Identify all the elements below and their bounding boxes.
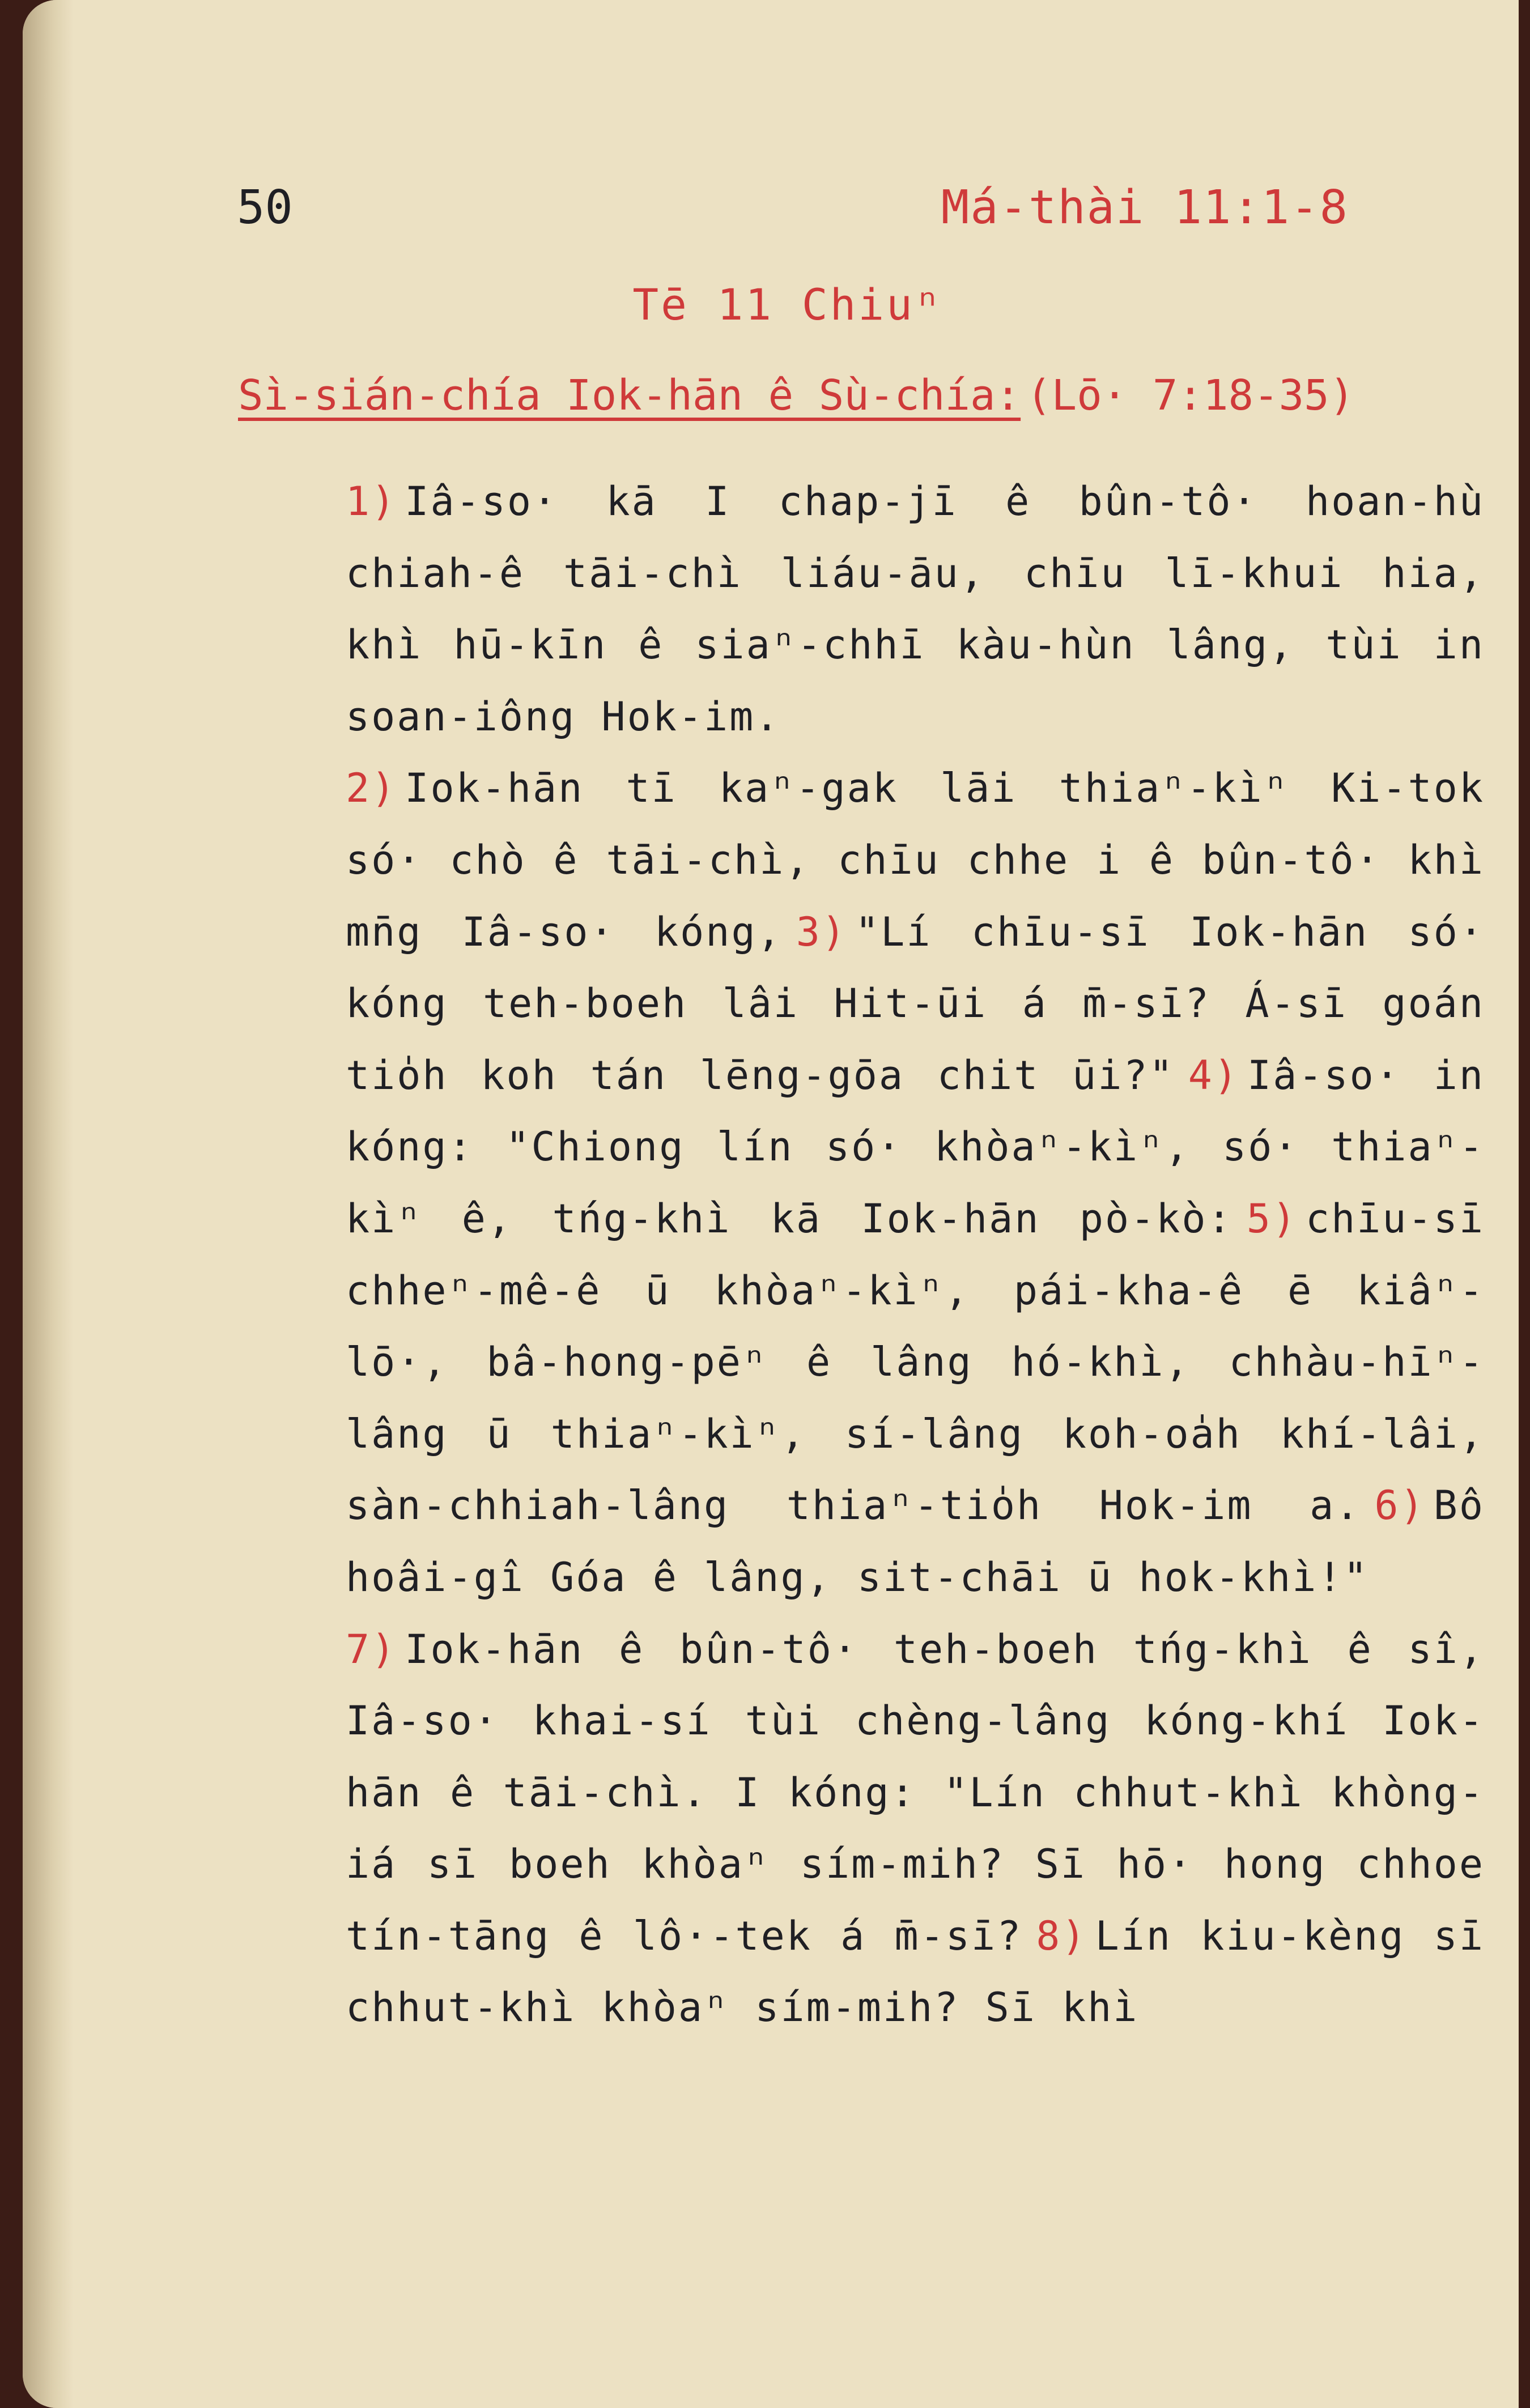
verse-number: 8) — [1036, 1912, 1087, 1959]
scripture-text — [232, 466, 1485, 2044]
chapter-heading: Tē 11 Chiuⁿ — [632, 279, 943, 330]
page-gutter-shadow — [23, 0, 74, 2408]
section-heading — [238, 367, 1496, 424]
book-page — [23, 0, 1519, 2408]
verse-text: Bô hoâi-gî Góa ê lâng, sit-chāi ū hok-khì!" — [346, 1482, 1485, 1601]
section-title: Sì-sián-chía Iok-hān ê Sù-chía: — [238, 371, 1021, 420]
verse-text: "Lí chīu-sī Iok-hān só· kóng teh-boeh lâi Hit-ūi á m̄-sī? Á-sī goán tio̍h koh tán lēng-gōa chit ūi?" — [346, 908, 1485, 1099]
verse-number: 6) — [1374, 1482, 1426, 1529]
verse-text: Lín kiu-kèng sī chhut-khì khòaⁿ sím-mih? Sī khì — [346, 1912, 1485, 2031]
verse-number: 4) — [1188, 1052, 1240, 1099]
page-header — [210, 177, 1349, 239]
paragraph — [232, 752, 1485, 1613]
paragraph — [232, 466, 1485, 752]
verse-text: Iâ-so· kā I chap-jī ê bûn-tô· hoan-hù chiah-ê tāi-chì liáu-āu, chīu lī-khui hia, khì hū-kīn ê siaⁿ-chhī kàu-hùn lâng, tùi in soan-iông Hok-im. — [346, 478, 1485, 740]
section-reference: (Lō· 7:18-35) — [1026, 371, 1355, 420]
verse-text: Iok-hān ê bûn-tô· teh-boeh tńg-khì ê sî, Iâ-so· khai-sí tùi chèng-lâng kóng-khí Iok-hān ê tāi-chì. I kóng: "Lín chhut-khì khòng-iá sī boeh khòaⁿ sím-mih? Sī hō· hong chhoe tín-tāng ê lô·-tek á m̄-sī? — [346, 1626, 1485, 1959]
paragraph — [232, 1614, 1485, 2044]
verse-text: Iok-hān tī kaⁿ-gak lāi thiaⁿ-kìⁿ Ki-tok só· chò ê tāi-chì, chīu chhe i ê bûn-tô· khì mn̄g Iâ-so· kóng, — [346, 765, 1485, 955]
verse-text: Iâ-so· in kóng: "Chiong lín só· khòaⁿ-kìⁿ, só· thiaⁿ-kìⁿ ê, tńg-khì kā Iok-hān pò-kò: — [346, 1052, 1485, 1242]
verse-number: 3) — [796, 908, 848, 955]
verse-number: 1) — [346, 478, 397, 525]
page-number: 50 — [237, 181, 293, 235]
verse-number: 2) — [346, 765, 397, 812]
verse-number: 5) — [1246, 1195, 1298, 1242]
verse-text: chīu-sī chheⁿ-mê-ê ū khòaⁿ-kìⁿ, pái-kha-ê ē kiâⁿ-lō·, bâ-hong-pēⁿ ê lâng hó-khì, chhàu-hīⁿ-lâng ū thiaⁿ-kìⁿ, sí-lâng koh-oa̍h khí-lâi, sàn-chhiah-lâng thiaⁿ-tio̍h Hok-im a. — [346, 1195, 1485, 1529]
running-head: Má-thài 11:1-8 — [941, 181, 1349, 235]
verse-number: 7) — [346, 1626, 397, 1673]
